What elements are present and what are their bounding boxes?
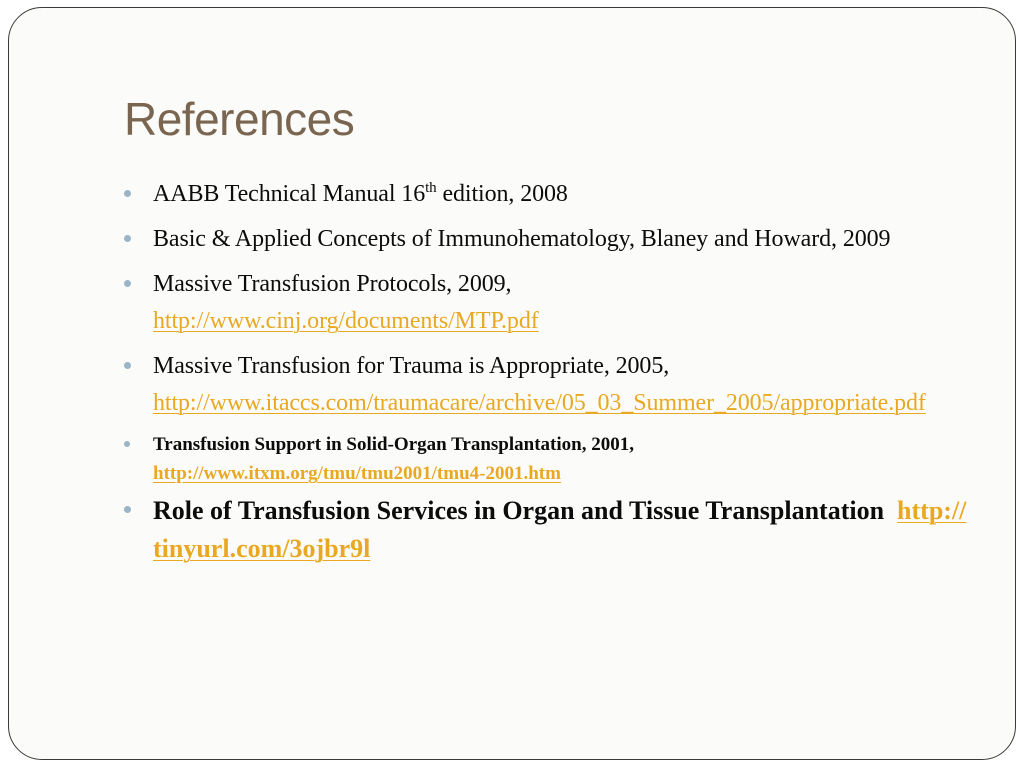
reference-text: Massive Transfusion for Trauma is Appropriate, 2005, xyxy=(153,353,670,379)
bullet-icon xyxy=(124,441,130,447)
reference-item-5 xyxy=(124,430,974,488)
bullet-icon xyxy=(124,280,131,287)
slide-frame xyxy=(8,7,1016,760)
reference-text: Massive Transfusion Protocols, 2009, xyxy=(153,271,512,297)
reference-text: AABB Technical Manual 16 xyxy=(153,181,426,207)
bullet-icon xyxy=(124,506,131,513)
reference-text-suffix: edition, 2008 xyxy=(436,181,568,207)
reference-link[interactable]: http://www.itaccs.com/traumacare/archive/05_03_Summer_2005/appropriate.pdf xyxy=(153,390,926,416)
slide-title: References xyxy=(124,93,355,145)
bullet-icon xyxy=(124,362,131,369)
reference-link[interactable]: http://www.itxm.org/tmu/tmu2001/tmu4-2001.htm xyxy=(153,463,561,484)
reference-item-6 xyxy=(124,492,974,568)
bullet-icon xyxy=(124,235,131,242)
reference-link[interactable]: http://www.cinj.org/documents/MTP.pdf xyxy=(153,308,539,334)
reference-item-1 xyxy=(124,176,974,213)
reference-link[interactable]: http://tinyurl.com/3ojbr9l xyxy=(153,496,967,563)
reference-item-4 xyxy=(124,348,974,422)
bullet-icon xyxy=(124,190,131,197)
reference-superscript: th xyxy=(425,180,437,196)
reference-text: Basic & Applied Concepts of Immunohematology, Blaney and Howard, 2009 xyxy=(153,226,891,252)
reference-item-3 xyxy=(124,266,974,340)
reference-text: Role of Transfusion Services in Organ and Tissue Transplantation xyxy=(153,496,885,525)
reference-text: Transfusion Support in Solid-Organ Transplantation, 2001, xyxy=(153,434,634,455)
reference-list xyxy=(124,176,974,568)
reference-item-2 xyxy=(124,221,974,258)
